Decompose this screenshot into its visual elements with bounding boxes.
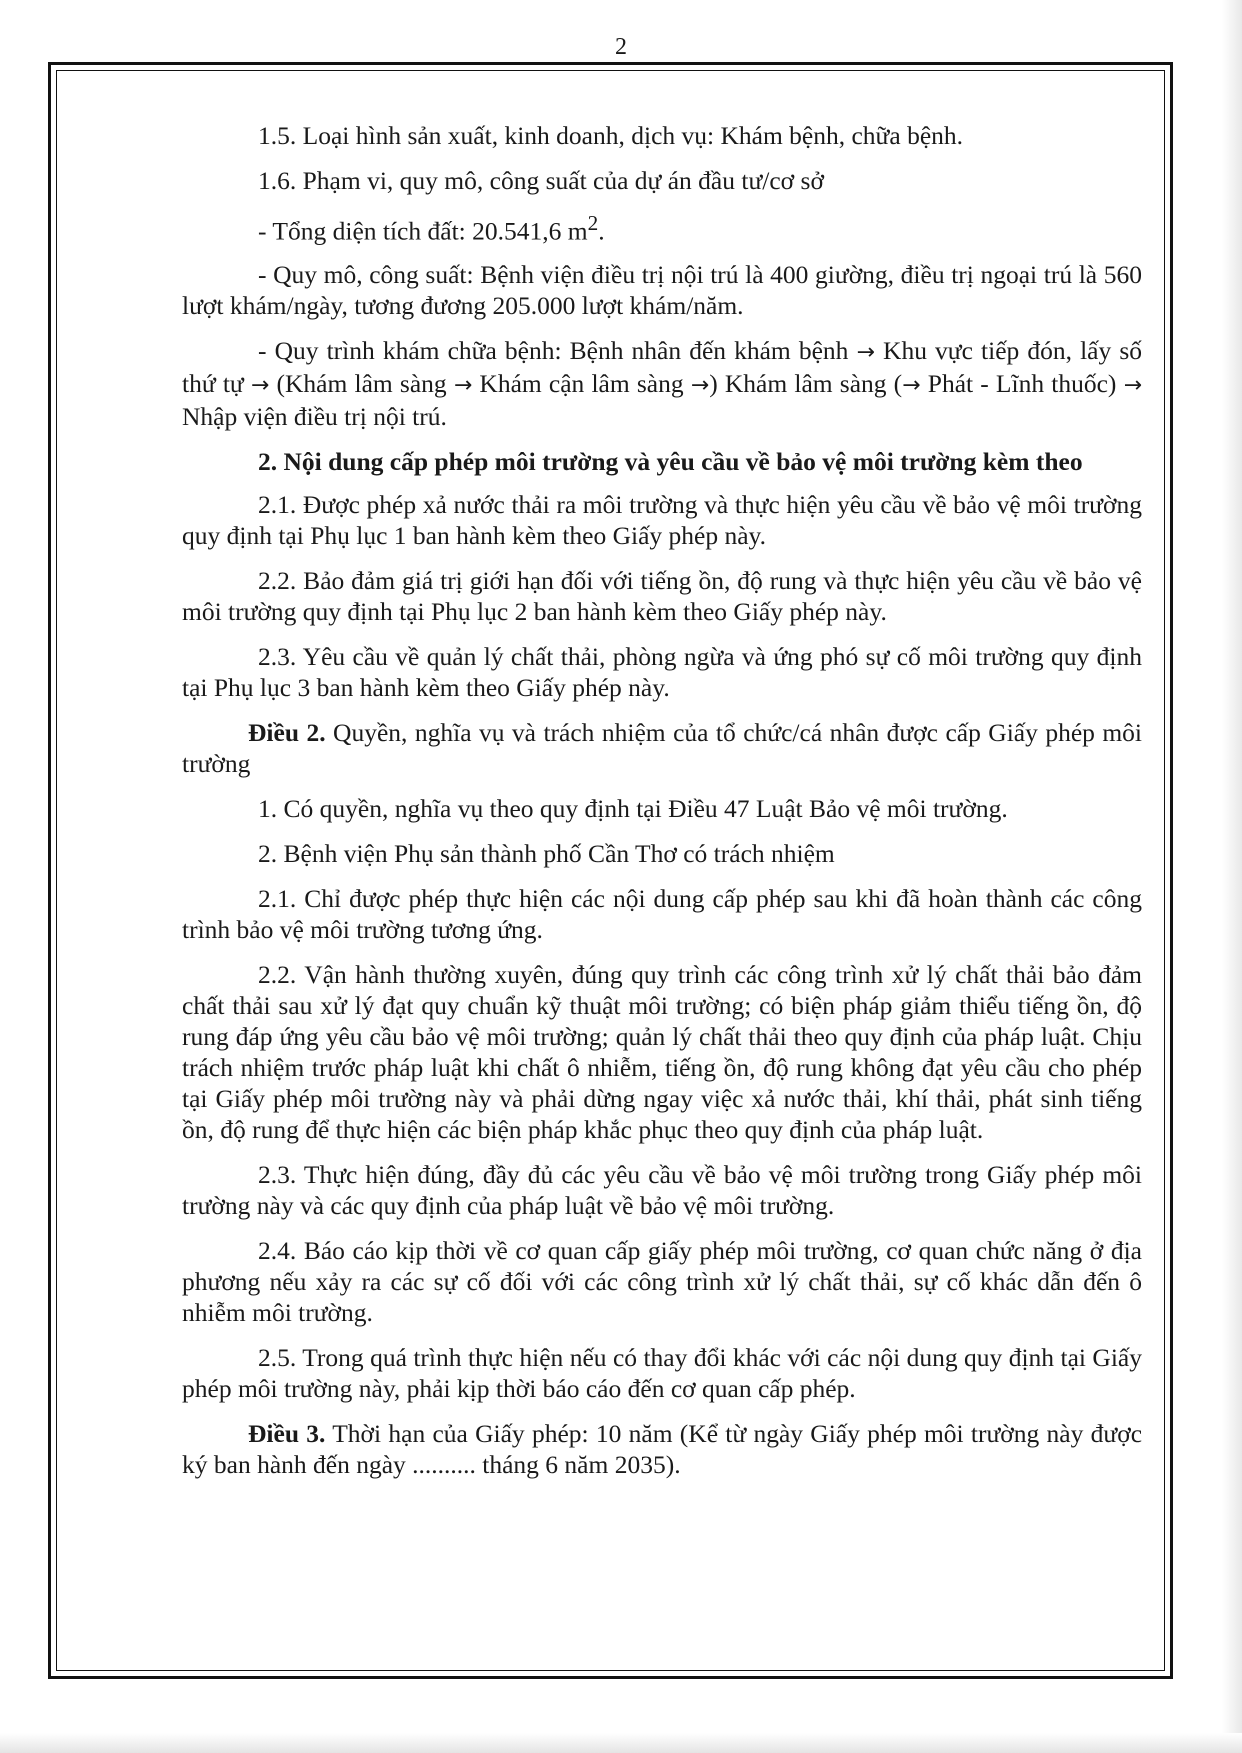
article-2-label: Điều 2. — [248, 717, 326, 747]
arrow-right-icon: → — [856, 339, 875, 365]
paragraph-total-area — [182, 208, 1142, 247]
scan-edge-shadow — [1222, 0, 1242, 1753]
paragraph-2-2: 2.2. Bảo đảm giá trị giới hạn đối với tiếng ồn, độ rung và thực hiện yêu cầu về bảo vệ môi trường quy định tại Phụ lục 2 ban hành kèm theo Giấy phép này. — [182, 565, 1142, 626]
paragraph-2-3: 2.3. Yêu cầu về quản lý chất thải, phòng ngừa và ứng phó sự cố môi trường quy định tại Phụ lục 3 ban hành kèm theo Giấy phép này. — [182, 641, 1142, 702]
article-3-text: Thời hạn của Giấy phép: 10 năm (Kể từ ngày Giấy phép môi trường này được ký ban hành đến ngày .......... tháng 6 năm 2035). — [182, 1418, 1143, 1479]
process-step-text: Khám cận lâm sàng — [472, 368, 691, 398]
process-step-text: - Quy trình khám chữa bệnh: Bệnh nhân đến khám bệnh — [258, 335, 857, 365]
arrow-right-icon: → — [1123, 372, 1143, 398]
article-3-label: Điều 3. — [248, 1418, 326, 1448]
article-2-item-2-4: 2.4. Báo cáo kịp thời về cơ quan cấp giấy phép môi trường, cơ quan chức năng ở địa phương nếu xảy ra các sự cố đối với các công trình xử lý chất thải, sự cố khác dẫn đến ô nhiễm môi trường. — [182, 1235, 1142, 1327]
article-2-item-2: 2. Bệnh viện Phụ sản thành phố Cần Thơ có trách nhiệm — [258, 838, 835, 868]
article-2-item-1: 1. Có quyền, nghĩa vụ theo quy định tại Điều 47 Luật Bảo vệ môi trường. — [258, 793, 1008, 823]
section-heading-2 — [182, 446, 1142, 477]
process-step-text: Nhập viện điều trị nội trú. — [182, 401, 447, 431]
article-2-item-2-1: 2.1. Chỉ được phép thực hiện các nội dung cấp phép sau khi đã hoàn thành các công trình bảo vệ môi trường tương ứng. — [182, 883, 1142, 944]
paragraph-2-1: 2.1. Được phép xả nước thải ra môi trường và thực hiện yêu cầu về bảo vệ môi trường quy định tại Phụ lục 1 ban hành kèm theo Giấy phép này. — [182, 489, 1142, 550]
article-2 — [182, 717, 1142, 779]
process-step-text: ) Khám lâm sàng ( — [709, 368, 903, 398]
arrow-right-icon: → — [250, 372, 270, 398]
page-number: 2 — [615, 34, 627, 60]
process-step-text: (Khám lâm sàng — [269, 368, 454, 398]
area-superscript: 2 — [587, 211, 599, 235]
document-body — [182, 120, 1142, 1494]
paragraph-capacity: - Quy mô, công suất: Bệnh viện điều trị nội trú là 400 giường, điều trị ngoại trú là 560 lượt khám/ngày, tương đương 205.000 lượt khám/năm. — [182, 259, 1142, 320]
paragraph-1-5: 1.5. Loại hình sản xuất, kinh doanh, dịch vụ: Khám bệnh, chữa bệnh. — [258, 121, 964, 150]
process-step-text: Phát - Lĩnh thuốc) — [920, 368, 1124, 398]
article-2-item-2-3: 2.3. Thực hiện đúng, đầy đủ các yêu cầu về bảo vệ môi trường trong Giấy phép môi trường này và các quy định của pháp luật về bảo vệ môi trường. — [182, 1159, 1142, 1220]
article-2-title: Quyền, nghĩa vụ và trách nhiệm của tổ chức/cá nhân được cấp Giấy phép môi trường — [182, 717, 1143, 778]
process-step-text: Khu vực tiếp đón, lấy số thứ tự — [182, 335, 1142, 398]
article-3 — [182, 1418, 1142, 1480]
arrow-right-icon: → — [690, 372, 710, 398]
section-heading-2-text: 2. Nội dung cấp phép môi trường và yêu cầu về bảo vệ môi trường kèm theo — [258, 446, 1083, 476]
article-2-item-2-2: 2.2. Vận hành thường xuyên, đúng quy trình các công trình xử lý chất thải bảo đảm chất thải sau xử lý đạt quy chuẩn kỹ thuật môi trường; có biện pháp giảm thiểu tiếng ồn, độ rung đáp ứng yêu cầu bảo vệ môi trường; quản lý chất thải theo quy định của pháp luật. Chịu trách nhiệm trước pháp luật khi chất ô nhiễm, tiếng ồn, độ rung không đạt yêu cầu cho phép tại Giấy phép môi trường này và phải dừng ngay việc xả nước thải, khí thải, phát sinh tiếng ồn, độ rung để thực hiện các biện pháp khắc phục theo quy định của pháp luật. — [182, 959, 1142, 1144]
scan-edge-shadow — [0, 1733, 1242, 1753]
area-text: - Tổng diện tích đất: 20.541,6 m — [258, 216, 588, 246]
article-2-item-2-5: 2.5. Trong quá trình thực hiện nếu có thay đổi khác với các nội dung quy định tại Giấy phép môi trường này, phải kịp thời báo cáo đến cơ quan cấp phép. — [182, 1342, 1142, 1403]
area-suffix: . — [598, 216, 605, 246]
paragraph-1-6: 1.6. Phạm vi, quy mô, công suất của dự án đầu tư/cơ sở — [258, 166, 824, 195]
paragraph-process — [182, 335, 1142, 432]
arrow-right-icon: → — [902, 372, 921, 398]
arrow-right-icon: → — [453, 372, 473, 398]
